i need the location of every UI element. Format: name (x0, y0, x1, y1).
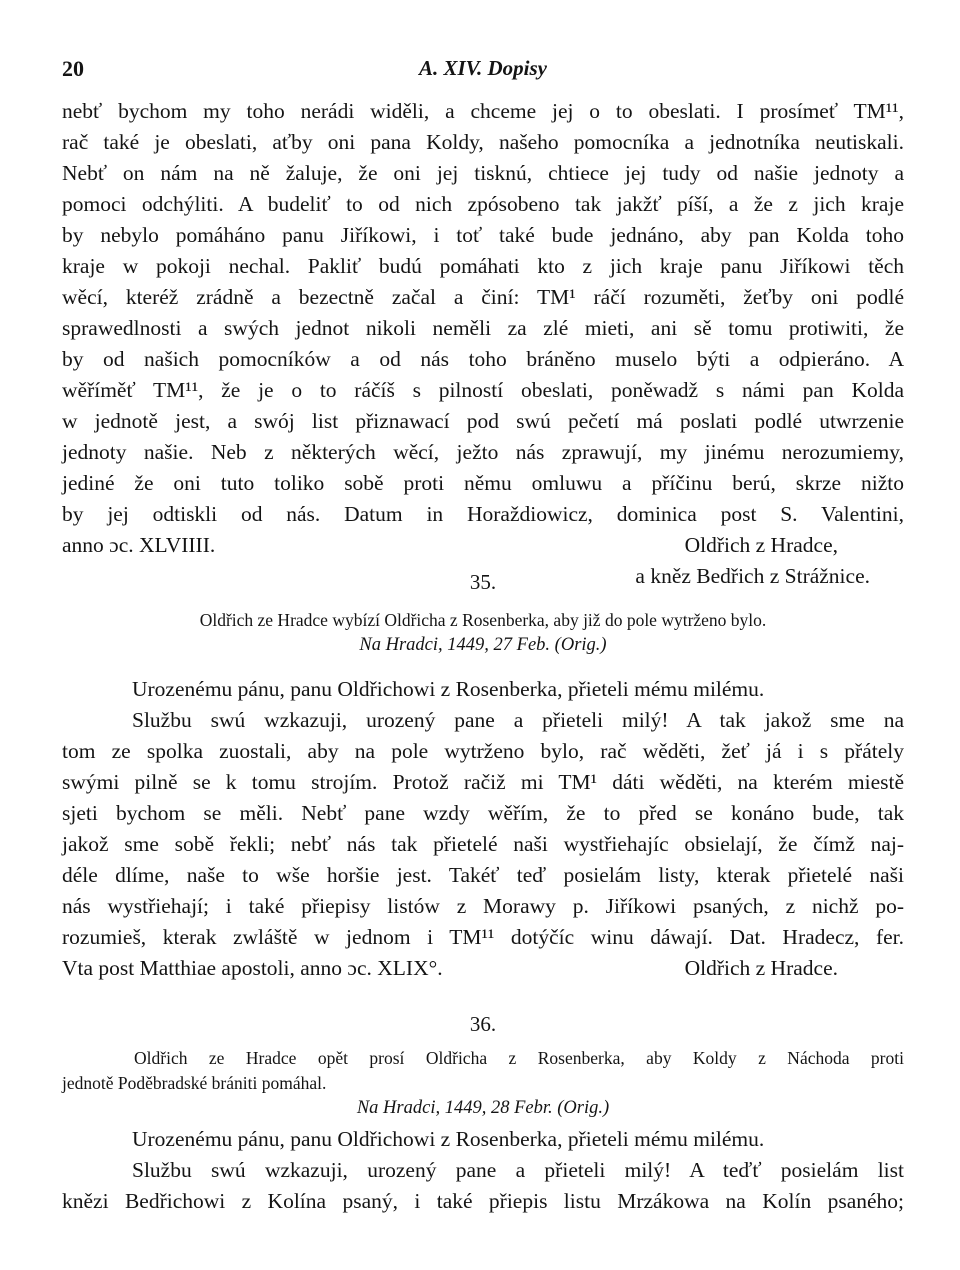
signature: Oldřich z Hradce, (684, 533, 838, 557)
text-line: sjeti bychom se měli. Nebť pane wzdy wěřím, že to před se konáno bude, tak (62, 801, 904, 825)
text-line: wěcí, kteréž zrádně a bezectně začal a činí: TM¹ ráčí rozuměti, žeťby oni podlé (62, 285, 904, 309)
page-number: 20 (62, 56, 84, 81)
text-line: by jej odtiskli od nás. Datum in Horaždiowicz, dominica post S. Valentini, (62, 502, 904, 526)
text-line: pomoci odchýliti. A budeliť to od nich zpósobeno tak jakžť píší, a že z jich kraje (62, 192, 904, 216)
text-line: Službu swú wzkazuji, urozený pane a přieteli milý! A tak jakož sme na (132, 708, 904, 732)
text-line: rač také je obeslati, aťby oni pana Koldy, našeho pomocníka a jednotníka neutiskali. (62, 130, 904, 154)
text-line: nás wystřiehají; i také přiepisy listów z Morawy p. Jiříkowi psaných, z nichž po- (62, 894, 904, 918)
text-line: swými pilně se k tomu strojím. Protož račiž mi TM¹ dáti wěděti, na kterém miestě (62, 770, 904, 794)
text-line: sprawedlnosti a swých jednot nikoli neměli za zlé mieti, ani sě tomu protiwiti, že (62, 316, 904, 340)
signature: Oldřich z Hradce. (684, 956, 838, 980)
closing-line: Vta post Matthiae apostoli, anno ɔc. XLIX°. (62, 956, 443, 980)
date-line: anno ɔc. XLVIIII. (62, 533, 216, 557)
text-line: rozumieš, kterak zwláště w jednom i TM¹¹ dotýčíc winu dáwají. Dat. Hradecz, fer. (62, 925, 904, 949)
running-title: A. XIV. Dopisy (419, 56, 547, 80)
signature: a kněz Bedřich z Strážnice. (635, 564, 870, 588)
text-line: by nebylo pomáháno panu Jiříkowi, i toť také bude jednáno, aby pan Kolda toho (62, 223, 904, 247)
text-line: by od našich pomocníków a od nás toho bráněno muselo býti a odpieráno. A (62, 347, 904, 371)
date-signature-line (62, 530, 904, 561)
letter-34-body (62, 96, 904, 592)
text-line: nebť bychom my toho nerádi widěli, a chceme jej o to obeslati. I prosímeť TM¹¹, (62, 99, 904, 123)
address-line: Urozenému pánu, panu Oldřichowi z Rosenberka, přieteli mému milému. (132, 1127, 765, 1151)
regest-line: Oldřich ze Hradce opět prosí Oldřicha z Rosenberka, aby Koldy z Náchoda proti (134, 1048, 904, 1068)
regest-line: Oldřich ze Hradce wybízí Oldřicha z Rosenberka, aby již do pole wytrženo bylo. (199, 610, 767, 630)
letter-36-body (62, 1124, 904, 1217)
text-line: jednoty našie. Neb z některých wěcí, ježto nás zprawují, my jinému nerozumiemy, (62, 440, 904, 464)
text-line: knězi Bedřichowi z Kolína psaný, i také přiepis listu Mrzákowa na Kolín psaného; (62, 1189, 904, 1213)
regest-line: jednotě Poděbradské brániti pomáhal. (62, 1073, 327, 1093)
text-line: Nebť on nám na ně žaluje, že oni jej tisknú, chtiece jej tudy od našie jednoty a (62, 161, 904, 185)
text-line: déle dlíme, naše to wše horšie jest. Takéť teď posielám listy, kterak přietelé naši (62, 863, 904, 887)
text-line: Službu swú wzkazuji, urozený pane a přieteli milý! A teďť posielám list (132, 1158, 904, 1182)
text-line: w jednotě jest, a swój list přiznawací pod swú pečetí má poslati podlé utwrzenie (62, 409, 904, 433)
document-number: 36. (469, 1012, 497, 1036)
text-line: tom ze spolka zuostali, aby na pole wytrženo bylo, rač wěděti, žeť já i s přátely (62, 739, 904, 763)
text-line: jakož sme sobě řekli; nebť nás tak přietelé naši wystřiehajíc obsielají, že čímž naj- (62, 832, 904, 856)
letter-35-body (62, 674, 904, 984)
closing-signature-line (62, 953, 904, 984)
regest (62, 1046, 904, 1121)
text-line: jediné že oni tuto toliko sobě proti němu omluwu a příčinu berú, skrze nižto (62, 471, 904, 495)
text-line: wěříměť TM¹¹, že je o to ráčíš s pilností obeslati, poněwadž s námi pan Kolda (62, 378, 904, 402)
text-line: kraje w pokoji nechal. Pakliť budú pomáhati kto z jich kraje panu Jiříkowi těch (62, 254, 904, 278)
document-number: 35. (469, 570, 497, 594)
place-date: Na Hradci, 1449, 28 Febr. (Orig.) (356, 1098, 610, 1118)
place-date: Na Hradci, 1449, 27 Feb. (Orig.) (359, 635, 607, 655)
running-head (62, 56, 904, 86)
address-line: Urozenému pánu, panu Oldřichowi z Rosenberka, přieteli mému milému. (132, 677, 765, 701)
regest (62, 608, 904, 658)
